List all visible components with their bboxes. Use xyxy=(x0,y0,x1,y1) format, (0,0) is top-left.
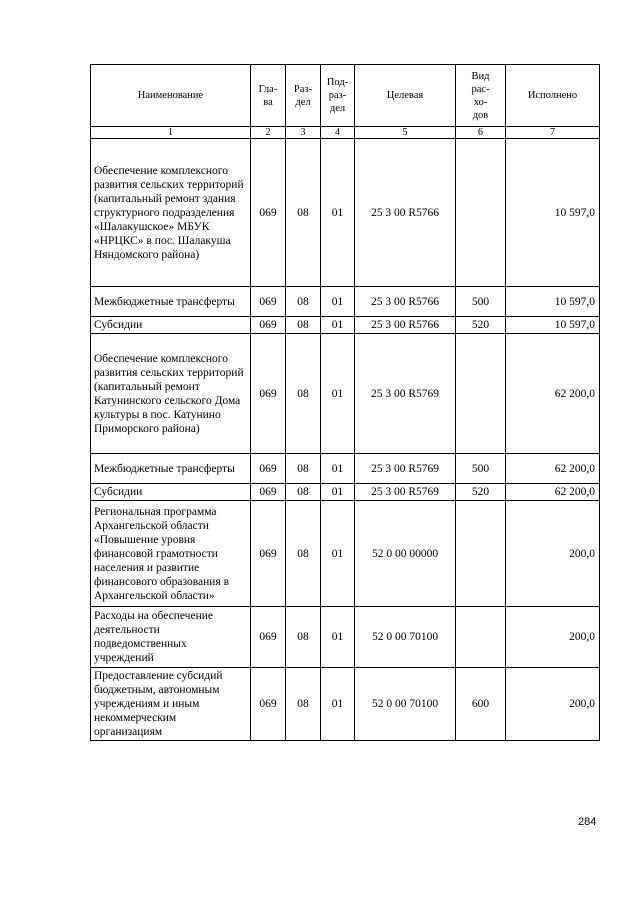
row-razdel: 08 xyxy=(286,501,321,607)
row-vid-rashodov xyxy=(456,139,506,287)
row-glava: 069 xyxy=(251,501,286,607)
row-vid-rashodov: 600 xyxy=(456,668,506,741)
row-name: Субсидии xyxy=(91,484,251,501)
row-ispolneno: 62 200,0 xyxy=(506,484,600,501)
column-number: 4 xyxy=(321,127,355,139)
row-glava: 069 xyxy=(251,139,286,287)
row-podrazdel: 01 xyxy=(321,139,355,287)
header-ispolneno: Исполнено xyxy=(506,65,600,127)
row-celevaya: 25 3 00 R5766 xyxy=(355,287,456,317)
row-podrazdel: 01 xyxy=(321,454,355,484)
row-razdel: 08 xyxy=(286,454,321,484)
row-glava: 069 xyxy=(251,287,286,317)
row-ispolneno: 10 597,0 xyxy=(506,317,600,334)
row-celevaya: 52 0 00 70100 xyxy=(355,668,456,741)
header-name: Наименование xyxy=(91,65,251,127)
row-name: Обеспечение комплексного развития сельских территорий (капитальный ремонт здания структурного подразделения «Шалакушское» МБУК «НРЦКС» в пос. Шалакуша Няндомского района) xyxy=(91,139,251,287)
row-vid-rashodov: 500 xyxy=(456,454,506,484)
row-glava: 069 xyxy=(251,334,286,454)
row-razdel: 08 xyxy=(286,317,321,334)
row-ispolneno: 200,0 xyxy=(506,501,600,607)
row-podrazdel: 01 xyxy=(321,668,355,741)
budget-table xyxy=(90,64,600,741)
row-celevaya: 25 3 00 R5769 xyxy=(355,334,456,454)
row-name: Предоставление субсидий бюджетным, автономным учреждениям и иным некоммерческим организациям xyxy=(91,668,251,741)
row-razdel: 08 xyxy=(286,484,321,501)
header-celevaya: Целевая xyxy=(355,65,456,127)
row-glava: 069 xyxy=(251,607,286,668)
table-row xyxy=(91,668,600,741)
table-row xyxy=(91,317,600,334)
row-vid-rashodov xyxy=(456,501,506,607)
row-razdel: 08 xyxy=(286,334,321,454)
row-vid-rashodov: 520 xyxy=(456,484,506,501)
header-row xyxy=(91,65,600,127)
row-ispolneno: 62 200,0 xyxy=(506,454,600,484)
row-ispolneno: 62 200,0 xyxy=(506,334,600,454)
row-glava: 069 xyxy=(251,454,286,484)
row-celevaya: 25 3 00 R5766 xyxy=(355,139,456,287)
row-celevaya: 52 0 00 00000 xyxy=(355,501,456,607)
row-celevaya: 25 3 00 R5769 xyxy=(355,454,456,484)
table-row xyxy=(91,484,600,501)
row-name: Межбюджетные трансферты xyxy=(91,287,251,317)
column-number: 6 xyxy=(456,127,506,139)
row-glava: 069 xyxy=(251,484,286,501)
row-ispolneno: 10 597,0 xyxy=(506,139,600,287)
header-razdel: Раз- дел xyxy=(286,65,321,127)
row-name: Региональная программа Архангельской области «Повышение уровня финансовой грамотности населения и развитие финансового образования в Архангельской области» xyxy=(91,501,251,607)
row-name: Субсидии xyxy=(91,317,251,334)
row-podrazdel: 01 xyxy=(321,334,355,454)
row-vid-rashodov xyxy=(456,334,506,454)
row-vid-rashodov xyxy=(456,607,506,668)
row-vid-rashodov: 500 xyxy=(456,287,506,317)
row-razdel: 08 xyxy=(286,287,321,317)
row-razdel: 08 xyxy=(286,139,321,287)
row-glava: 069 xyxy=(251,668,286,741)
row-name: Обеспечение комплексного развития сельских территорий (капитальный ремонт Катунинского сельского Дома культуры в пос. Катунино Приморского района) xyxy=(91,334,251,454)
table-row xyxy=(91,501,600,607)
column-number: 5 xyxy=(355,127,456,139)
row-name: Межбюджетные трансферты xyxy=(91,454,251,484)
column-number: 1 xyxy=(91,127,251,139)
row-celevaya: 25 3 00 R5769 xyxy=(355,484,456,501)
row-ispolneno: 10 597,0 xyxy=(506,287,600,317)
row-podrazdel: 01 xyxy=(321,317,355,334)
row-ispolneno: 200,0 xyxy=(506,607,600,668)
table-row xyxy=(91,287,600,317)
column-number: 3 xyxy=(286,127,321,139)
table-row xyxy=(91,607,600,668)
page-number: 284 xyxy=(578,816,597,828)
row-glava: 069 xyxy=(251,317,286,334)
column-number: 7 xyxy=(506,127,600,139)
row-name: Расходы на обеспечение деятельности подведомственных учреждений xyxy=(91,607,251,668)
header-glava: Гла- ва xyxy=(251,65,286,127)
row-razdel: 08 xyxy=(286,668,321,741)
column-number-row xyxy=(91,127,600,139)
header-vid-rashodov: Вид рас- хо- дов xyxy=(456,65,506,127)
table-row xyxy=(91,454,600,484)
row-razdel: 08 xyxy=(286,607,321,668)
row-podrazdel: 01 xyxy=(321,287,355,317)
row-podrazdel: 01 xyxy=(321,484,355,501)
header-podrazdel: Под- раз- дел xyxy=(321,65,355,127)
row-celevaya: 25 3 00 R5766 xyxy=(355,317,456,334)
row-podrazdel: 01 xyxy=(321,607,355,668)
table-row xyxy=(91,334,600,454)
row-podrazdel: 01 xyxy=(321,501,355,607)
column-number: 2 xyxy=(251,127,286,139)
row-ispolneno: 200,0 xyxy=(506,668,600,741)
table-row xyxy=(91,139,600,287)
row-celevaya: 52 0 00 70100 xyxy=(355,607,456,668)
row-vid-rashodov: 520 xyxy=(456,317,506,334)
